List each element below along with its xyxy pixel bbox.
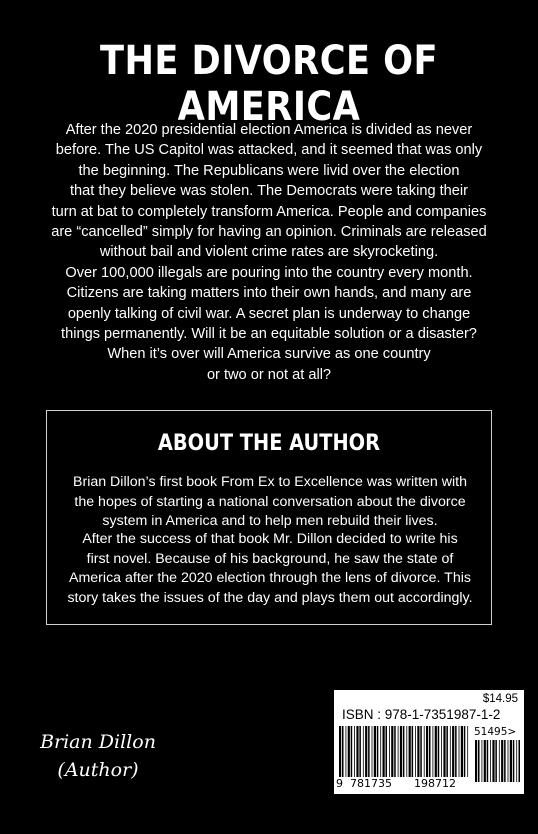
about-line: America after the 2020 election through the lens of divorce. This xyxy=(69,570,471,587)
barcode-stripe xyxy=(415,726,416,782)
barcode-stripe xyxy=(461,726,463,782)
barcode-stripe xyxy=(365,726,367,782)
barcode-stripe xyxy=(484,740,486,782)
barcode-stripe xyxy=(478,740,480,782)
barcode-stripe xyxy=(417,726,419,782)
price-label: $14.95 xyxy=(482,693,518,705)
about-line: first novel. Because of his background, he saw the state of xyxy=(86,550,454,567)
barcode-stripe xyxy=(519,740,521,782)
barcode-stripe xyxy=(433,726,434,782)
barcode-stripe xyxy=(383,726,385,782)
barcode-stripe xyxy=(339,726,341,782)
barcode-stripe xyxy=(455,726,457,782)
barcode-stripe xyxy=(450,726,451,782)
about-author-box xyxy=(46,410,492,625)
barcode-stripe xyxy=(348,726,350,782)
about-line: system in America and to help men rebuild their lives. xyxy=(102,513,438,530)
barcode-stripe xyxy=(452,726,454,782)
barcode-stripe xyxy=(513,740,515,782)
barcode-stripe xyxy=(435,726,437,782)
ean-digit-first: 9 xyxy=(336,777,343,790)
barcode-stripe xyxy=(429,726,431,782)
ean-barcode-bars xyxy=(338,726,470,782)
barcode-stripe xyxy=(398,726,399,782)
signature-role: (Author) xyxy=(57,759,139,781)
barcode-stripe xyxy=(490,740,491,782)
barcode-stripe xyxy=(420,726,422,782)
blurb-line: before. The US Capitol was attacked, and it seemed that was only xyxy=(55,142,483,159)
about-line: the hopes of starting a national conversation about the divorce xyxy=(74,493,466,510)
barcode-stripe xyxy=(504,740,506,782)
barcode-stripe xyxy=(516,740,517,782)
barcode-stripe xyxy=(394,726,396,782)
barcode-stripe xyxy=(374,726,376,782)
blurb-line: that they believe was stolen. The Democrats were taking their xyxy=(69,183,468,200)
book-blurb xyxy=(42,120,496,385)
barcode-stripe xyxy=(508,740,509,782)
barcode-stripe xyxy=(438,726,440,782)
book-title: THE DIVORCE OF AMERICA xyxy=(99,38,439,130)
about-line: story takes the issues of the day and plays them out accordingly. xyxy=(67,589,473,606)
barcode-stripe xyxy=(372,726,373,782)
blurb-line: After the 2020 presidential election America is divided as never xyxy=(65,122,473,138)
barcode-stripe xyxy=(446,726,448,782)
barcode-stripe xyxy=(467,726,468,782)
barcode-stripe xyxy=(510,740,512,782)
barcode-stripe xyxy=(403,726,405,782)
supplement-code: 51495> xyxy=(474,726,517,738)
about-line: Brian Dillon’s first book From Ex to Excellence was written with xyxy=(73,474,467,490)
about-author-heading: ABOUT THE AUTHOR xyxy=(157,431,381,456)
barcode-stripe xyxy=(409,726,411,782)
barcode-stripe xyxy=(492,740,494,782)
barcode-stripe xyxy=(443,726,445,782)
supplement-barcode-bars xyxy=(474,740,520,782)
blurb-line: things permanently. Will it be an equitable solution or a disaster? xyxy=(61,326,477,343)
barcode-stripe xyxy=(426,726,428,782)
barcode-stripe xyxy=(356,726,358,782)
barcode-stripe xyxy=(359,726,361,782)
blurb-line: or two or not at all? xyxy=(206,366,332,383)
barcode-stripe xyxy=(459,726,460,782)
blurb-line: the beginning. The Republicans were livid over the election xyxy=(78,162,460,179)
barcode-stripe xyxy=(386,726,388,782)
barcode-stripe xyxy=(499,740,500,782)
about-author-paragraph-2 xyxy=(57,530,483,608)
blurb-line: Over 100,000 illegals are pouring into the country every month. xyxy=(65,264,473,281)
barcode-stripe xyxy=(464,726,466,782)
barcode-stripe xyxy=(475,740,477,782)
barcode-stripe xyxy=(342,726,344,782)
barcode-stripe xyxy=(482,740,483,782)
blurb-line: Citizens are taking matters into their own hands, and many are xyxy=(66,285,472,302)
barcode-stripe xyxy=(412,726,414,782)
barcode-stripe xyxy=(406,726,407,782)
barcode-stripe xyxy=(424,726,425,782)
barcode-stripe xyxy=(487,740,489,782)
barcode-stripe xyxy=(495,740,497,782)
barcode-stripe xyxy=(501,740,503,782)
barcode-stripe xyxy=(368,726,370,782)
barcode-stripe xyxy=(363,726,364,782)
ean-digit-group-2: 198712 xyxy=(414,777,456,790)
barcode-stripe xyxy=(380,726,381,782)
blurb-line: are “cancelled” simply for having an opinion. Criminals are released xyxy=(51,224,487,241)
barcode-stripe xyxy=(391,726,393,782)
barcode-stripe xyxy=(400,726,402,782)
isbn-barcode xyxy=(334,690,524,794)
barcode-stripe xyxy=(389,726,390,782)
blurb-line: turn at bat to completely transform America. People and companies xyxy=(51,203,487,220)
barcode-stripe xyxy=(354,726,355,782)
ean-digits xyxy=(334,777,474,791)
blurb-line: When it’s over will America survive as one country xyxy=(107,346,431,363)
barcode-stripe xyxy=(441,726,442,782)
blurb-line: openly talking of civil war. A secret plan is underway to change xyxy=(67,305,471,322)
author-signature xyxy=(28,728,168,784)
about-author-paragraph-1 xyxy=(57,473,483,532)
isbn-label: ISBN : 978-1-7351987-1-2 xyxy=(342,707,501,722)
about-line: After the success of that book Mr. Dillon decided to write his xyxy=(82,531,458,547)
ean-digit-group-1: 781735 xyxy=(350,777,392,790)
signature-name: Brian Dillon xyxy=(40,731,156,753)
blurb-line: without bail and violent crime rates are skyrocketing. xyxy=(99,244,439,261)
barcode-stripe xyxy=(377,726,379,782)
barcode-stripe xyxy=(346,726,347,782)
barcode-stripe xyxy=(351,726,353,782)
